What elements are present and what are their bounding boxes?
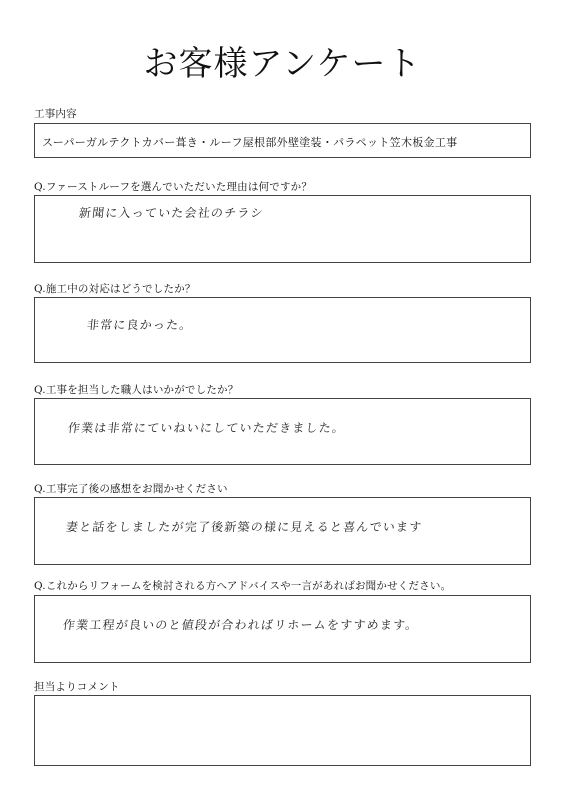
comment-box-staff bbox=[34, 695, 531, 766]
question-label-advice: Q.これからリフォームを検討される方へアドバイスや一言があればお聞かせください。 bbox=[34, 580, 452, 592]
answer-box-reason bbox=[34, 195, 531, 263]
work-content-text: スーパーガルテクトカバー葺き・ルーフ屋根部外壁塗装・パラペット笠木板金工事 bbox=[42, 136, 458, 149]
question-label-construction-response: Q.施工中の対応はどうでしたか？ bbox=[34, 283, 196, 295]
answer-box-impression bbox=[34, 497, 531, 565]
answer-text-construction-response: 非常に良かった。 bbox=[86, 318, 194, 332]
question-label-craftsman: Q.工事を担当した職人はいかがでしたか？ bbox=[34, 384, 239, 396]
page-title: お客様アンケート bbox=[143, 44, 422, 84]
question-label-impression: Q.工事完了後の感想をお聞かせください bbox=[34, 483, 228, 495]
answer-text-advice: 作業工程が良いのと値段が合わればリホームをすすめます。 bbox=[62, 618, 420, 632]
section-label-staff-comment: 担当よりコメント bbox=[34, 681, 120, 693]
answer-text-craftsman: 作業は非常にていねいにしていただきました。 bbox=[67, 421, 346, 435]
answer-box-craftsman bbox=[34, 398, 531, 465]
answer-box-work-content bbox=[34, 123, 531, 158]
question-label-reason: Q.ファーストルーフを選んでいただいた理由は何ですか？ bbox=[34, 181, 313, 193]
answer-box-construction-response bbox=[34, 297, 531, 363]
answer-text-impression: 妻と話をしましたが完了後新築の様に見えると喜んでいます bbox=[65, 520, 424, 534]
answer-text-reason: 新聞に入っていた会社のチラシ bbox=[78, 206, 265, 220]
section-label-work-content: 工事内容 bbox=[34, 108, 77, 120]
answer-box-advice bbox=[34, 595, 531, 663]
